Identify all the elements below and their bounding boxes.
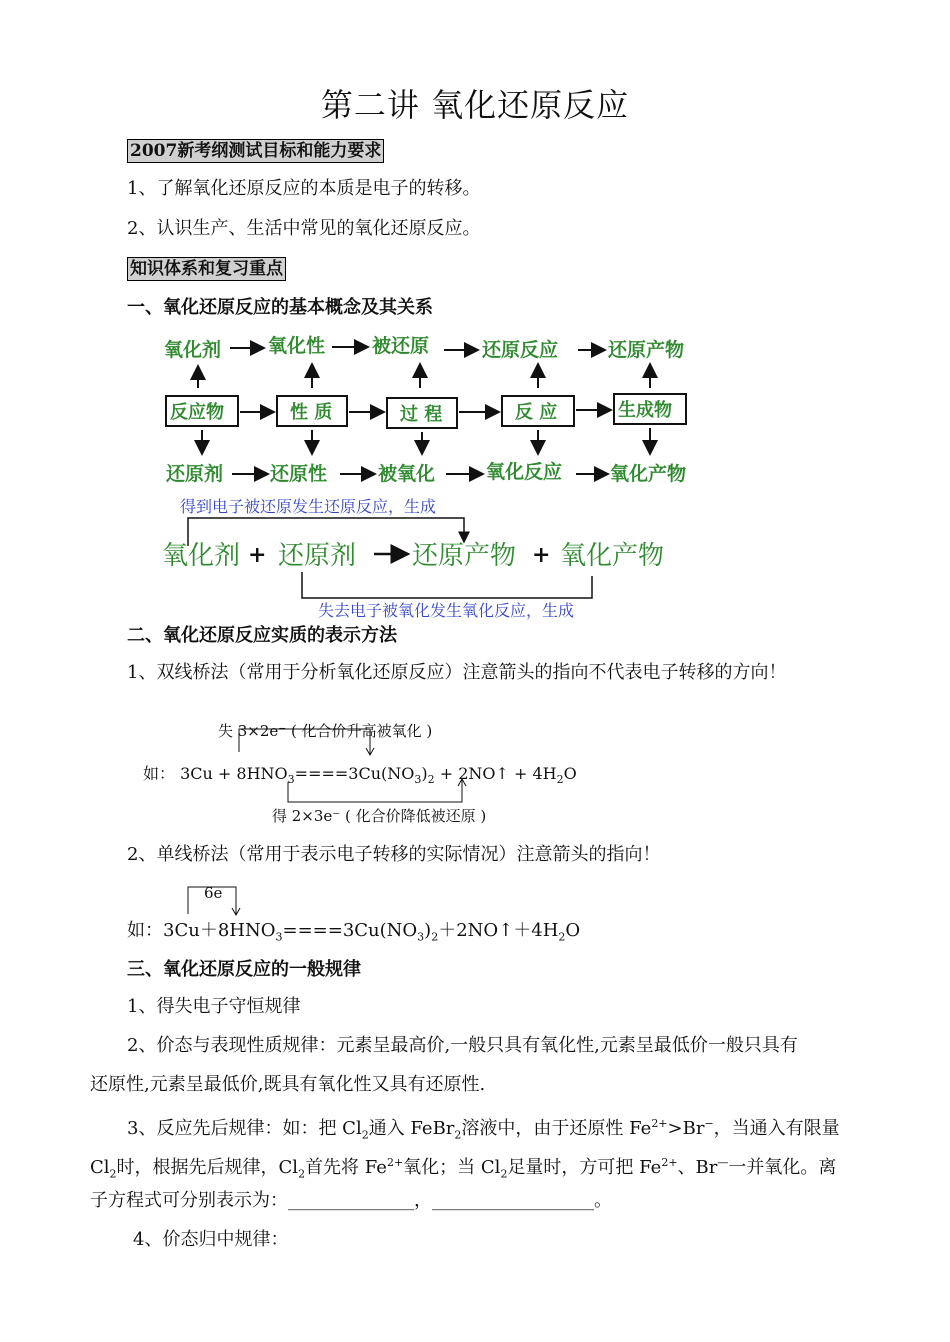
concept-diagram [150,328,720,628]
exam-item-1: 1、了解氧化还原反应的本质是电子的转移。 [127,178,481,199]
rule-3-line-3: 子方程式可分别表示为：______________，__________________。 [90,1190,612,1211]
bottom-oxidized: 被氧化 [378,463,436,485]
gain-electron-text: 得到电子被还原发生还原反应，生成 [180,497,437,516]
mid-reactant: 反应物 [170,402,224,423]
double-bridge-equation: 如： $3Cu + 8HNO_3====3Cu(NO_3)_2$ + 2NO↑ + $4H_2O$ [143,764,577,787]
top-oxidant: 氧化剂 [164,339,222,361]
single-bridge-desc: 2、单线桥法（常用于表示电子转移的实际情况）注意箭头的指向！ [127,844,661,865]
top-oxidizing: 氧化性 [268,335,326,357]
bottom-oxidation-reaction: 氧化反应 [486,461,563,483]
section-3-heading: 三、氧化还原反应的一般规律 [127,959,361,980]
page-title: 第二讲 氧化还原反应 [320,86,630,124]
eq-reductant: 还原剂 [278,541,357,571]
bottom-reductant: 还原剂 [166,463,224,485]
rule-2-line-2: 还原性,元素呈最低价,既具有氧化性又具有还原性. [90,1074,486,1095]
top-reduced: 被还原 [372,335,430,357]
eq-plus-2: + [532,542,551,568]
rule-3-line-2: $Cl_2$时，根据先后规律，$Cl_2$首先将 $Fe^{2+}$氧化；当 $Cl_2$足量时，方可把 $Fe^{2+}$、Br—一并氧化。离 [90,1156,837,1181]
exam-item-2: 2、认识生产、生活中常见的氧化还原反应。 [127,218,481,239]
mid-reaction: 反 应 [515,402,558,423]
double-bridge-top-label: 失 3×2e⁻ ( 化合价升高被氧化 ) [218,722,433,740]
rule-3-line-1: 3、反应先后规律：如：把 $Cl_2$通入 FeBr$_2$溶液中，由于还原性 $Fe^{2+}>Br^-$，当通入有限量 [127,1117,840,1142]
eq-plus-1: + [248,542,267,568]
single-bridge-equation: 如：$3Cu+8HNO_3====3Cu(NO_3)_2+2NO↑+4H_2O$ [127,920,581,944]
section-1-heading: 一、氧化还原反应的基本概念及其关系 [127,297,433,318]
rule-1: 1、得失电子守恒规律 [127,996,301,1017]
eq-oxidant: 氧化剂 [162,541,241,571]
section-2-heading: 二、氧化还原反应实质的表示方法 [127,625,397,646]
top-reduction-product: 还原产物 [608,339,685,361]
rule-2-line-1: 2、价态与表现性质规律：元素呈最高价,一般只具有氧化性,元素呈最低价一般只具有 [127,1035,798,1056]
mid-process: 过 程 [400,404,443,425]
mid-nature: 性 质 [290,402,333,423]
knowledge-heading: 知识体系和复习重点 [127,257,286,281]
top-reduction-reaction: 还原反应 [482,339,559,361]
single-bridge-label: 6e [204,884,223,902]
bottom-oxidation-product: 氧化产物 [610,463,687,485]
exam-goals-heading: 2007新考纲测试目标和能力要求 [127,139,384,163]
double-bridge-bottom-label: 得 2×3e⁻ ( 化合价降低被还原 ) [272,807,487,825]
lose-electron-text: 失去电子被氧化发生氧化反应，生成 [318,601,575,620]
eq-oxidation-product: 氧化产物 [560,541,665,571]
rule-4: 4、价态归中规律： [133,1229,289,1250]
eq-reduction-product: 还原产物 [412,541,517,571]
double-bridge-desc: 1、双线桥法（常用于分析氧化还原反应）注意箭头的指向不代表电子转移的方向！ [127,662,787,683]
mid-product: 生成物 [618,400,672,421]
bottom-reducing: 还原性 [270,463,328,485]
